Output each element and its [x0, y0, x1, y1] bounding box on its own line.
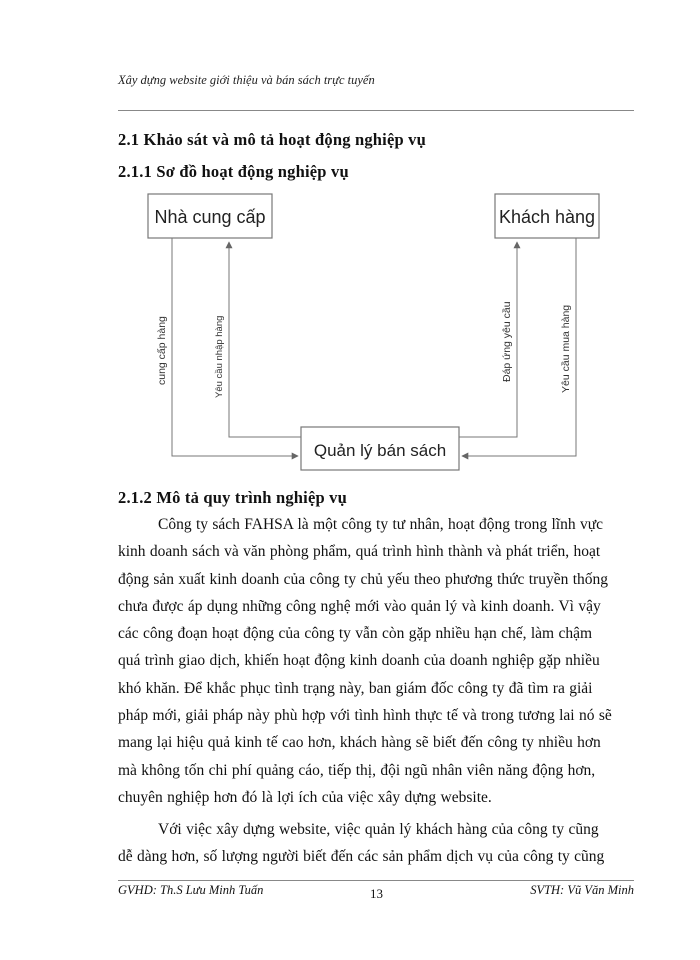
footer-advisor: GVHD: Th.S Lưu Minh Tuấn	[118, 883, 264, 897]
paragraph-line: chuyên nghiệp hơn đó là lợi ích của việc xây dựng website.	[118, 788, 492, 806]
edge-purchase-request-line	[462, 238, 576, 456]
paragraph-line: khó khăn. Để khắc phục tình trạng này, ban giám đốc công ty đã tìm ra giải	[118, 679, 593, 697]
edge-response-label: Đáp ứng yêu cầu	[501, 301, 513, 382]
customer-node	[495, 194, 599, 238]
footer-student: SVTH: Vũ Văn Minh	[530, 883, 634, 897]
edge-supply-line	[172, 238, 298, 456]
section-heading-2-1-1: 2.1.1 Sơ đồ hoạt động nghiệp vụ	[118, 162, 349, 181]
paragraph-line: các công đoạn hoạt động của công ty vẫn còn gặp nhiều hạn chế, làm chậm	[118, 625, 593, 643]
paragraph-line: Công ty sách FAHSA là một công ty tư nhân, hoạt động trong lĩnh vực	[158, 516, 603, 533]
manager-node	[301, 427, 459, 470]
section-heading-2-1-2: 2.1.2 Mô tả quy trình nghiệp vụ	[118, 488, 347, 507]
manager-label: Quản lý bán sách	[313, 441, 447, 460]
page-number: 13	[370, 886, 383, 901]
customer-label: Khách hàng	[498, 207, 596, 227]
running-header: Xây dựng website giới thiệu và bán sách trực tuyến	[118, 73, 375, 87]
paragraph-line: mang lại hiệu quả kinh tế cao hơn, khách hàng sẽ biết đến công ty nhiều hơn	[118, 734, 601, 752]
footer-divider	[118, 880, 634, 881]
paragraph-line: chưa được áp dụng những công nghệ mới vào quản lý và kinh doanh. Vì vậy	[118, 597, 601, 615]
business-activity-diagram	[140, 190, 620, 480]
paragraph-1	[118, 511, 634, 811]
section-heading-2-1: 2.1 Khảo sát và mô tả hoạt động nghiệp vụ	[118, 130, 427, 149]
paragraph-2	[118, 816, 634, 871]
paragraph-line: quá trình giao dịch, khiến hoạt động kinh doanh của doanh nghiệp gặp nhiều	[118, 652, 600, 670]
paragraph-line: dễ dàng hơn, số lượng người biết đến các sản phẩm dịch vụ của công ty cũng	[118, 848, 605, 866]
paragraph-line: Với việc xây dựng website, việc quản lý khách hàng của công ty cũng	[158, 821, 599, 838]
edge-supply-label: cung cấp hàng	[156, 316, 168, 385]
paragraph-line: pháp mới, giải pháp này phù hợp với tình hình thực tế và trong tương lai nó sẽ	[118, 707, 612, 725]
edge-purchase-request-label: Yêu cầu mua hàng	[560, 304, 572, 393]
paragraph-line: động sản xuất kinh doanh của công ty chủ yếu theo phương thức truyền thống	[118, 570, 609, 588]
edge-import-request-label: Yêu cầu nhập hàng	[214, 315, 225, 398]
edge-import-request-line	[229, 242, 301, 437]
paragraph-line: mà không tốn chi phí quảng cáo, tiếp thị, đội ngũ nhân viên năng động hơn,	[118, 761, 596, 779]
supplier-node	[148, 194, 272, 238]
supplier-label: Nhà cung cấp	[154, 207, 266, 227]
paragraph-line: kinh doanh sách và văn phòng phẩm, quá trình hình thành và phát triển, hoạt	[118, 543, 601, 561]
header-divider	[118, 110, 634, 111]
